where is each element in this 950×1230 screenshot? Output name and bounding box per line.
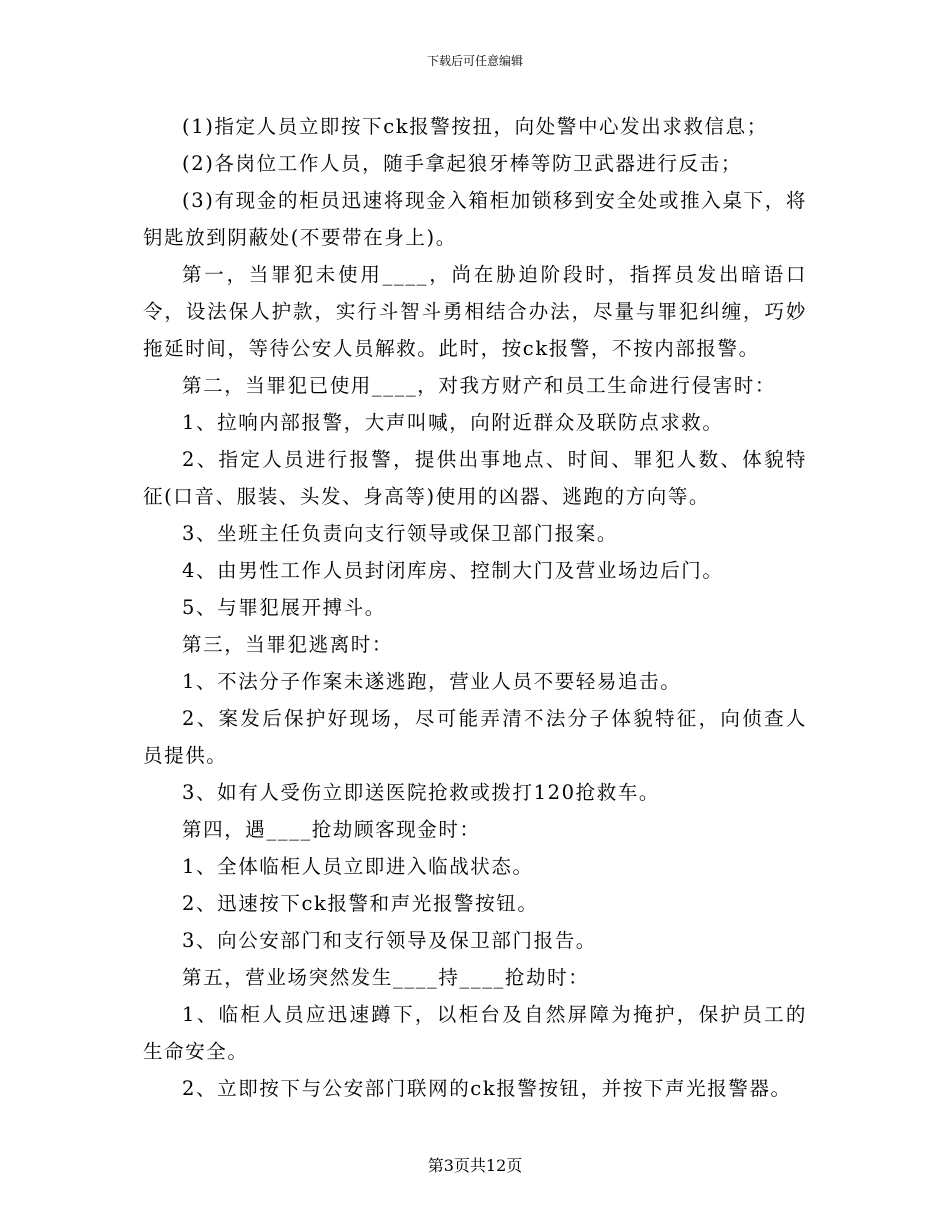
paragraph: 第三，当罪犯逃离时： xyxy=(182,633,394,656)
paragraph: 4、由男性工作人员封闭库房、控制大门及营业场边后门。 xyxy=(182,559,724,582)
paragraph: 1、全体临柜人员立即进入临战状态。 xyxy=(182,855,534,878)
paragraph: 第四，遇____抢劫顾客现金时： xyxy=(182,818,481,841)
paragraph: 3、如有人受伤立即送医院抢救或拨打120抢救车。 xyxy=(182,781,661,804)
paragraph: 3、向公安部门和支行领导及保卫部门报告。 xyxy=(182,929,597,952)
paragraph: 2、迅速按下ck报警和声光报警按钮。 xyxy=(182,892,539,915)
paragraph: (1)指定人员立即按下ck报警按扭，向处警中心发出求救信息； xyxy=(182,115,768,138)
document-body xyxy=(143,108,807,1107)
paragraph: 2、立即按下与公安部门联网的ck报警按钮，并按下声光报警器。 xyxy=(182,1077,792,1100)
page-header: 下载后可任意编辑 xyxy=(426,54,523,68)
page-footer: 第3页共12页 xyxy=(427,1156,523,1175)
paragraph: 2、案发后保护好现场，尽可能弄清不法分子体貌特征，向侦查人员提供。 xyxy=(143,707,807,767)
paragraph: 1、拉响内部报警，大声叫喊，向附近群众及联防点求救。 xyxy=(182,411,724,434)
paragraph: 第五，营业场突然发生____持____抢劫时： xyxy=(182,966,590,989)
paragraph: 1、不法分子作案未遂逃跑，营业人员不要轻易追击。 xyxy=(182,670,682,693)
paragraph: 第二，当罪犯已使用____，对我方财产和员工生命进行侵害时： xyxy=(182,374,777,397)
paragraph: 1、临柜人员应迅速蹲下，以柜台及自然屏障为掩护，保护员工的生命安全。 xyxy=(143,1003,807,1063)
paragraph: (2)各岗位工作人员，随手拿起狼牙棒等防卫武器进行反击； xyxy=(182,152,742,175)
paragraph: 2、指定人员进行报警，提供出事地点、时间、罪犯人数、体貌特征(口音、服装、头发、身高等)使用的凶器、逃跑的方向等。 xyxy=(143,448,807,508)
paragraph: 5、与罪犯展开搏斗。 xyxy=(182,596,386,619)
paragraph: 第一，当罪犯未使用____，尚在胁迫阶段时，指挥员发出暗语口令，设法保人护款，实行斗智斗勇相结合办法，尽量与罪犯纠缠，巧妙拖延时间，等待公安人员解救。此时，按ck报警，不按内部报警。 xyxy=(143,263,807,360)
paragraph: 3、坐班主任负责向支行领导或保卫部门报案。 xyxy=(182,522,619,545)
paragraph: (3)有现金的柜员迅速将现金入箱柜加锁移到安全处或推入桌下，将钥匙放到阴蔽处(不要带在身上)。 xyxy=(143,189,807,249)
